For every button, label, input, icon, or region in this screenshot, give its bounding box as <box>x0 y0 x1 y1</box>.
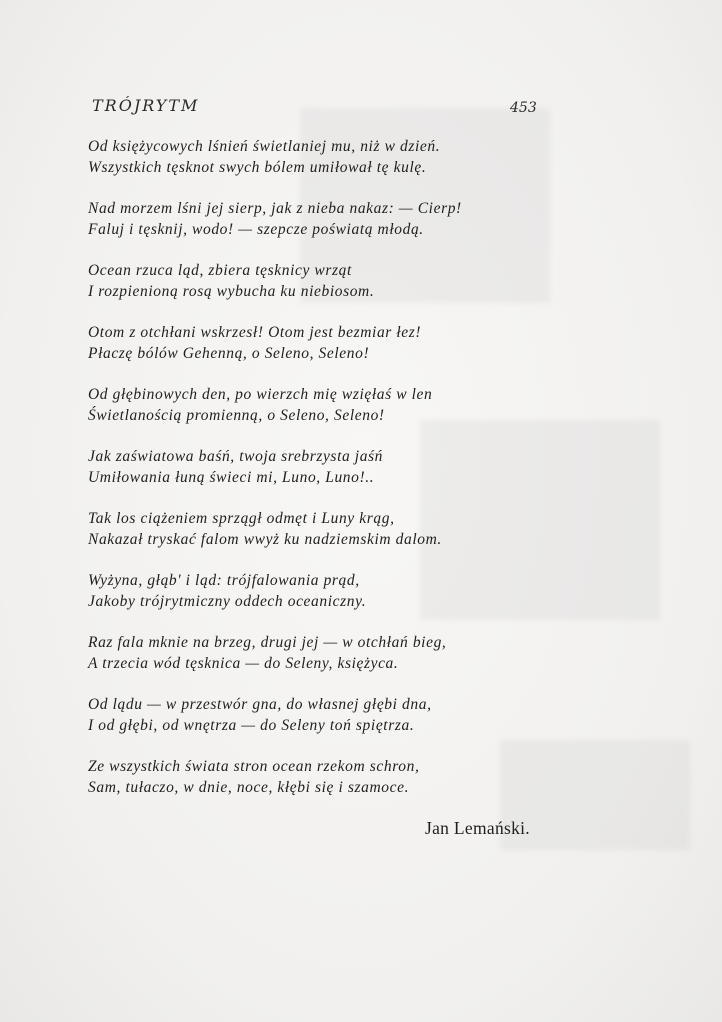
poem-line: Otom z otchłani wskrzesł! Otom jest bezmiar łez! <box>88 324 422 341</box>
page-number: 453 <box>510 100 537 116</box>
poem-line: Sam, tułaczo, w dnie, noce, kłębi się i szamoce. <box>88 779 410 796</box>
poem-line: Od księżycowych lśnień świetlaniej mu, niż w dzień. <box>88 138 441 155</box>
poem-line: A trzecia wód tęsknica — do Seleny, księżyca. <box>88 655 399 672</box>
poem-line: Wszystkich tęsknot swych bólem umiłował tę kulę. <box>88 159 427 176</box>
author-signature: Jan Lemański. <box>425 818 530 838</box>
running-title: TRÓJRYTM <box>92 96 200 115</box>
poem-line: Jakoby trójrytmiczny oddech oceaniczny. <box>88 593 367 610</box>
poem-line: Świetlanością promienną, o Seleno, Seleno! <box>88 407 385 424</box>
stanza <box>88 694 558 756</box>
stanza <box>88 384 558 446</box>
stanza <box>88 136 558 198</box>
poem-line: Od lądu — w przestwór gna, do własnej głębi dna, <box>88 696 432 713</box>
poem-line: Płaczę bólów Gehenną, o Seleno, Seleno! <box>88 345 370 362</box>
poem-line: Od głębinowych den, po wierzch mię wzięłaś w len <box>88 386 433 403</box>
poem-body <box>88 136 558 818</box>
stanza <box>88 508 558 570</box>
poem-line: Nad morzem lśni jej sierp, jak z nieba nakaz: — Cierp! <box>88 200 462 217</box>
stanza <box>88 322 558 384</box>
stanza <box>88 446 558 508</box>
poem-line: Ze wszystkich świata stron ocean rzekom schron, <box>88 758 420 775</box>
poem-line: Jak zaświatowa baśń, twoja srebrzysta jaśń <box>88 448 384 465</box>
poem-line: Tak los ciążeniem sprzągł odmęt i Luny krąg, <box>88 510 395 527</box>
stanza <box>88 260 558 322</box>
poem-line: Nakazał tryskać falom wwyż ku nadziemskim dalom. <box>88 531 442 548</box>
poem-line: I rozpienioną rosą wybucha ku niebiosom. <box>88 283 375 300</box>
stanza <box>88 756 558 818</box>
poem-line: Umiłowania łuną świeci mi, Luno, Luno!.. <box>88 469 375 486</box>
poem-line: I od głębi, od wnętrza — do Seleny toń spiętrza. <box>88 717 415 734</box>
stanza <box>88 570 558 632</box>
poem-line: Raz fala mknie na brzeg, drugi jej — w otchłań bieg, <box>88 634 447 651</box>
poem-line: Faluj i tęsknij, wodo! — szepcze poświatą młodą. <box>88 221 424 238</box>
stanza <box>88 632 558 694</box>
poem-line: Wyżyna, głąb' i ląd: trójfalowania prąd, <box>88 572 360 589</box>
poem-line: Ocean rzuca ląd, zbiera tęsknicy wrząt <box>88 262 352 279</box>
stanza <box>88 198 558 260</box>
